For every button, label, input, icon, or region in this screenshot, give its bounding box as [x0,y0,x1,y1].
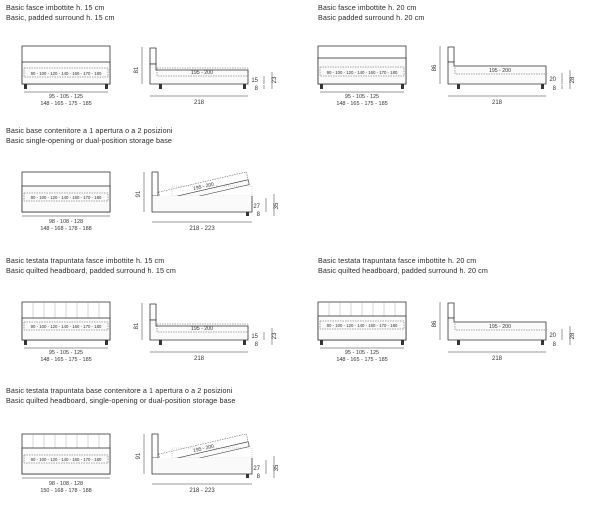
side-total: 28 [570,332,576,340]
dim-width-1: 98 - 108 - 128 [48,219,84,225]
length-total: 218 - 223 [189,226,215,232]
diagram-3 [0,166,300,238]
length-total: 218 [491,100,503,106]
mattress-widths-label: 90 - 100 - 120 - 140 - 160 - 170 - 180 [30,195,102,200]
frame-height: 27 [253,466,260,472]
caption-6 [6,386,235,405]
dim-width-1: 95 - 105 - 125 [344,94,380,100]
length-mattress: 195 - 200 [191,326,213,332]
caption-it: Basic testata trapuntata base contenitore a 1 apertura o a 2 posizioni [6,386,233,395]
foot-height: 8 [552,342,556,348]
quilted-pattern [329,302,395,316]
dim-width-2: 148 - 168 - 178 - 188 [40,226,92,232]
caption-en: Basic quilted headboard, padded surround h. 20 cm [318,265,488,275]
side-total: 23 [272,76,278,84]
caption-2 [318,3,424,22]
diagram-1 [0,40,300,112]
dim-width-1: 95 - 105 - 125 [344,350,380,356]
length-mattress: 195 - 200 [489,324,511,330]
length-mattress: 195 - 200 [192,443,215,455]
frame-height: 20 [549,77,556,83]
mattress-widths-label: 90 - 100 - 120 - 140 - 160 - 170 - 180 [30,71,102,76]
side-foot-left [159,84,162,89]
foot-right [105,84,108,89]
frame-height: 27 [253,204,260,210]
height-total: 91 [136,452,142,460]
caption-en: Basic quilted headboard, padded surround h. 15 cm [6,265,176,275]
diagram-6 [0,428,300,504]
length-mattress: 195 - 200 [489,68,511,74]
foot-left [24,84,27,89]
caption-en: Basic single-opening or dual-position storage base [6,135,173,145]
dim-width-2: 148 - 165 - 175 - 185 [336,101,388,107]
caption-4 [6,256,176,275]
length-total: 218 - 223 [189,488,215,494]
length-total: 218 [193,356,205,362]
side-headboard [150,48,156,64]
caption-en: Basic padded surround h. 20 cm [318,12,425,22]
length-total: 218 [193,100,205,106]
mattress-widths-label: 90 - 100 - 120 - 140 - 160 - 170 - 180 [326,323,398,328]
height-total: 91 [136,190,142,198]
height-total: 86 [432,64,438,72]
diagram-5 [300,296,600,368]
quilted-pattern [33,434,99,448]
side-foot-right [243,84,246,89]
length-total: 218 [491,356,503,362]
side-total: 28 [570,76,576,84]
mattress-widths-label: 90 - 100 - 120 - 140 - 160 - 170 - 180 [30,324,102,329]
caption-3 [6,126,173,145]
foot-height: 8 [254,86,258,92]
side-total: 35 [274,202,280,210]
caption-en: Basic, padded surround h. 15 cm [6,12,115,22]
foot-height: 8 [256,474,260,480]
frame-height: 15 [251,334,258,340]
mattress-widths-label: 90 - 100 - 120 - 140 - 160 - 170 - 180 [326,70,398,75]
caption-it: Basic fasce imbottite h. 15 cm [6,3,105,12]
height-total: 81 [134,322,140,330]
caption-1 [6,3,115,22]
dim-width-2: 148 - 165 - 175 - 185 [40,357,92,363]
foot-height: 8 [254,342,258,348]
dim-width-2: 148 - 165 - 175 - 185 [40,101,92,107]
dim-width-2: 150 - 168 - 178 - 188 [40,488,92,494]
dim-width-1: 95 - 105 - 125 [48,94,84,100]
diagram-2 [300,40,600,112]
caption-it: Basic testata trapuntata fasce imbottite h. 20 cm [318,256,477,265]
caption-en: Basic quilted headboard, single-opening or dual-position storage base [6,395,236,405]
caption-it: Basic base contenitore a 1 apertura o a 2 posizioni [6,126,173,135]
frame-height: 15 [251,78,258,84]
dim-width-2: 148 - 165 - 175 - 185 [336,357,388,363]
foot-height: 8 [256,212,260,218]
quilted-pattern [33,302,99,318]
diagram-4 [0,296,300,368]
dim-width-1: 98 - 108 - 128 [48,481,84,487]
mattress-widths-label: 90 - 100 - 120 - 140 - 160 - 170 - 180 [30,457,102,462]
height-total: 86 [432,320,438,328]
dim-width-1: 95 - 105 - 125 [48,350,84,356]
length-mattress: 195 - 200 [191,70,213,76]
length-mattress: 195 - 200 [192,181,215,193]
foot-height: 8 [552,86,556,92]
height-total: 81 [134,66,140,74]
side-total: 23 [272,332,278,340]
caption-it: Basic fasce imbottite h. 20 cm [318,3,417,12]
caption-it: Basic testata trapuntata fasce imbottite h. 15 cm [6,256,165,265]
caption-5 [318,256,488,275]
side-total: 35 [274,464,280,472]
frame-height: 20 [549,333,556,339]
